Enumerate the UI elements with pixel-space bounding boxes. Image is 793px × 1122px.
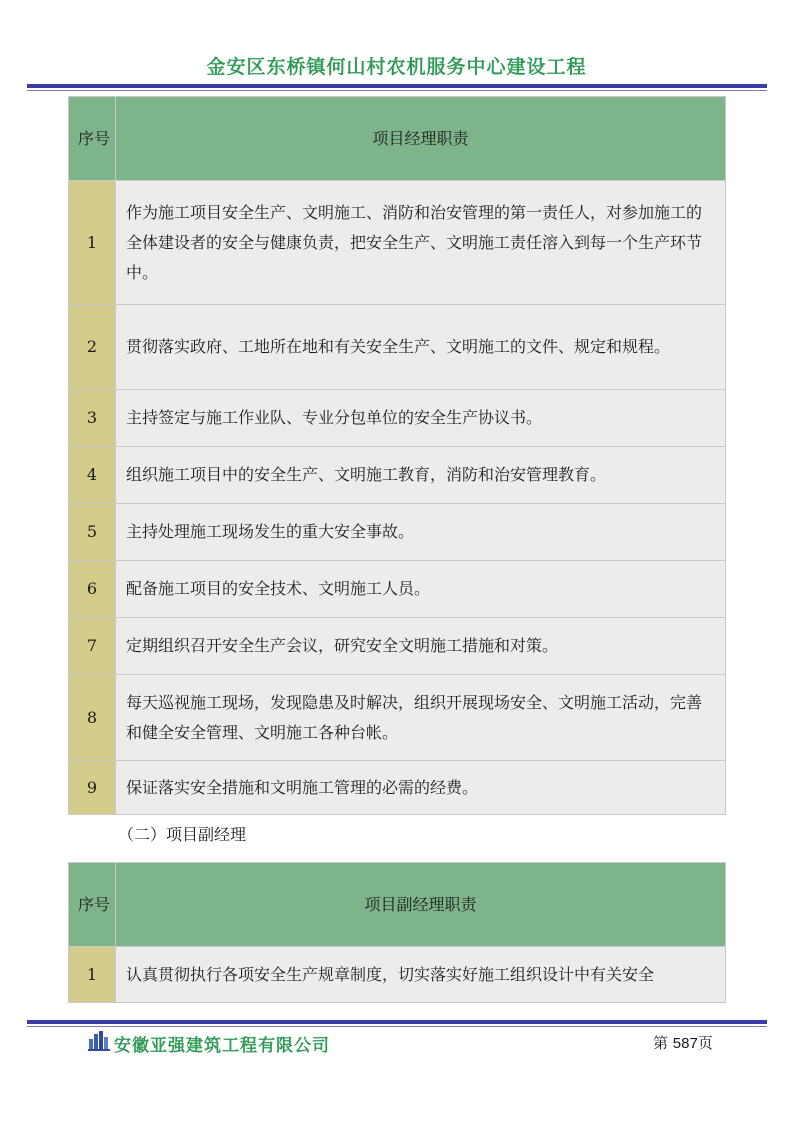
- page-number-value: 587: [672, 1035, 698, 1052]
- table-row: [69, 305, 726, 390]
- row-number: 2: [69, 305, 116, 390]
- row-text: 每天巡视施工现场，发现隐患及时解决，组织开展现场安全、文明施工活动，完善和健全安全管理、文明施工各种台帐。: [116, 675, 726, 761]
- col-header-title: 项目副经理职责: [116, 863, 726, 947]
- footer-company-name: 安徽亚强建筑工程有限公司: [114, 1035, 330, 1056]
- table-header-row: [69, 863, 726, 947]
- row-text: 认真贯彻执行各项安全生产规章制度，切实落实好施工组织设计中有关安全: [116, 947, 726, 1003]
- manager-duty-table: [68, 96, 726, 815]
- row-number: 7: [69, 618, 116, 675]
- company-logo-icon: [88, 1031, 110, 1055]
- table-row: [69, 447, 726, 504]
- table-row: [69, 561, 726, 618]
- table-row: [69, 390, 726, 447]
- row-text: 配备施工项目的安全技术、文明施工人员。: [116, 561, 726, 618]
- row-text: 贯彻落实政府、工地所在地和有关安全生产、文明施工的文件、规定和规程。: [116, 305, 726, 390]
- row-number: 9: [69, 761, 116, 815]
- row-number: 8: [69, 675, 116, 761]
- footer-rule-thick: [27, 1020, 767, 1024]
- page-prefix: 第: [653, 1034, 669, 1052]
- document-header-title: 金安区东桥镇何山村农机服务中心建设工程: [206, 56, 587, 78]
- row-number: 5: [69, 504, 116, 561]
- table-row: [69, 618, 726, 675]
- row-text: 作为施工项目安全生产、文明施工、消防和治安管理的第一责任人，对参加施工的全体建设者的安全与健康负责，把安全生产、文明施工责任溶入到每一个生产环节中。: [116, 181, 726, 305]
- page-number: [653, 1032, 713, 1055]
- table-row: [69, 181, 726, 305]
- col-header-title: 项目经理职责: [116, 97, 726, 181]
- row-text: 组织施工项目中的安全生产、文明施工教育，消防和治安管理教育。: [116, 447, 726, 504]
- header-rule-thin: [27, 90, 767, 91]
- deputy-duty-table: [68, 862, 726, 1003]
- table-row: [69, 675, 726, 761]
- row-number: 3: [69, 390, 116, 447]
- col-header-number: 序号: [69, 97, 116, 181]
- header-rule-thick: [27, 84, 767, 88]
- row-text: 主持签定与施工作业队、专业分包单位的安全生产协议书。: [116, 390, 726, 447]
- row-text: 主持处理施工现场发生的重大安全事故。: [116, 504, 726, 561]
- row-number: 1: [69, 181, 116, 305]
- row-number: 4: [69, 447, 116, 504]
- table-row: [69, 947, 726, 1003]
- footer-company: [88, 1030, 330, 1056]
- table-header-row: [69, 97, 726, 181]
- row-number: 1: [69, 947, 116, 1003]
- row-text: 保证落实安全措施和文明施工管理的必需的经费。: [116, 761, 726, 815]
- section-heading-deputy-manager: （二）项目副经理: [118, 825, 247, 844]
- footer-rule-thin: [27, 1026, 767, 1027]
- col-header-number: 序号: [69, 863, 116, 947]
- table-row: [69, 761, 726, 815]
- page-suffix: 页: [697, 1034, 713, 1052]
- row-text: 定期组织召开安全生产会议，研究安全文明施工措施和对策。: [116, 618, 726, 675]
- row-number: 6: [69, 561, 116, 618]
- table-row: [69, 504, 726, 561]
